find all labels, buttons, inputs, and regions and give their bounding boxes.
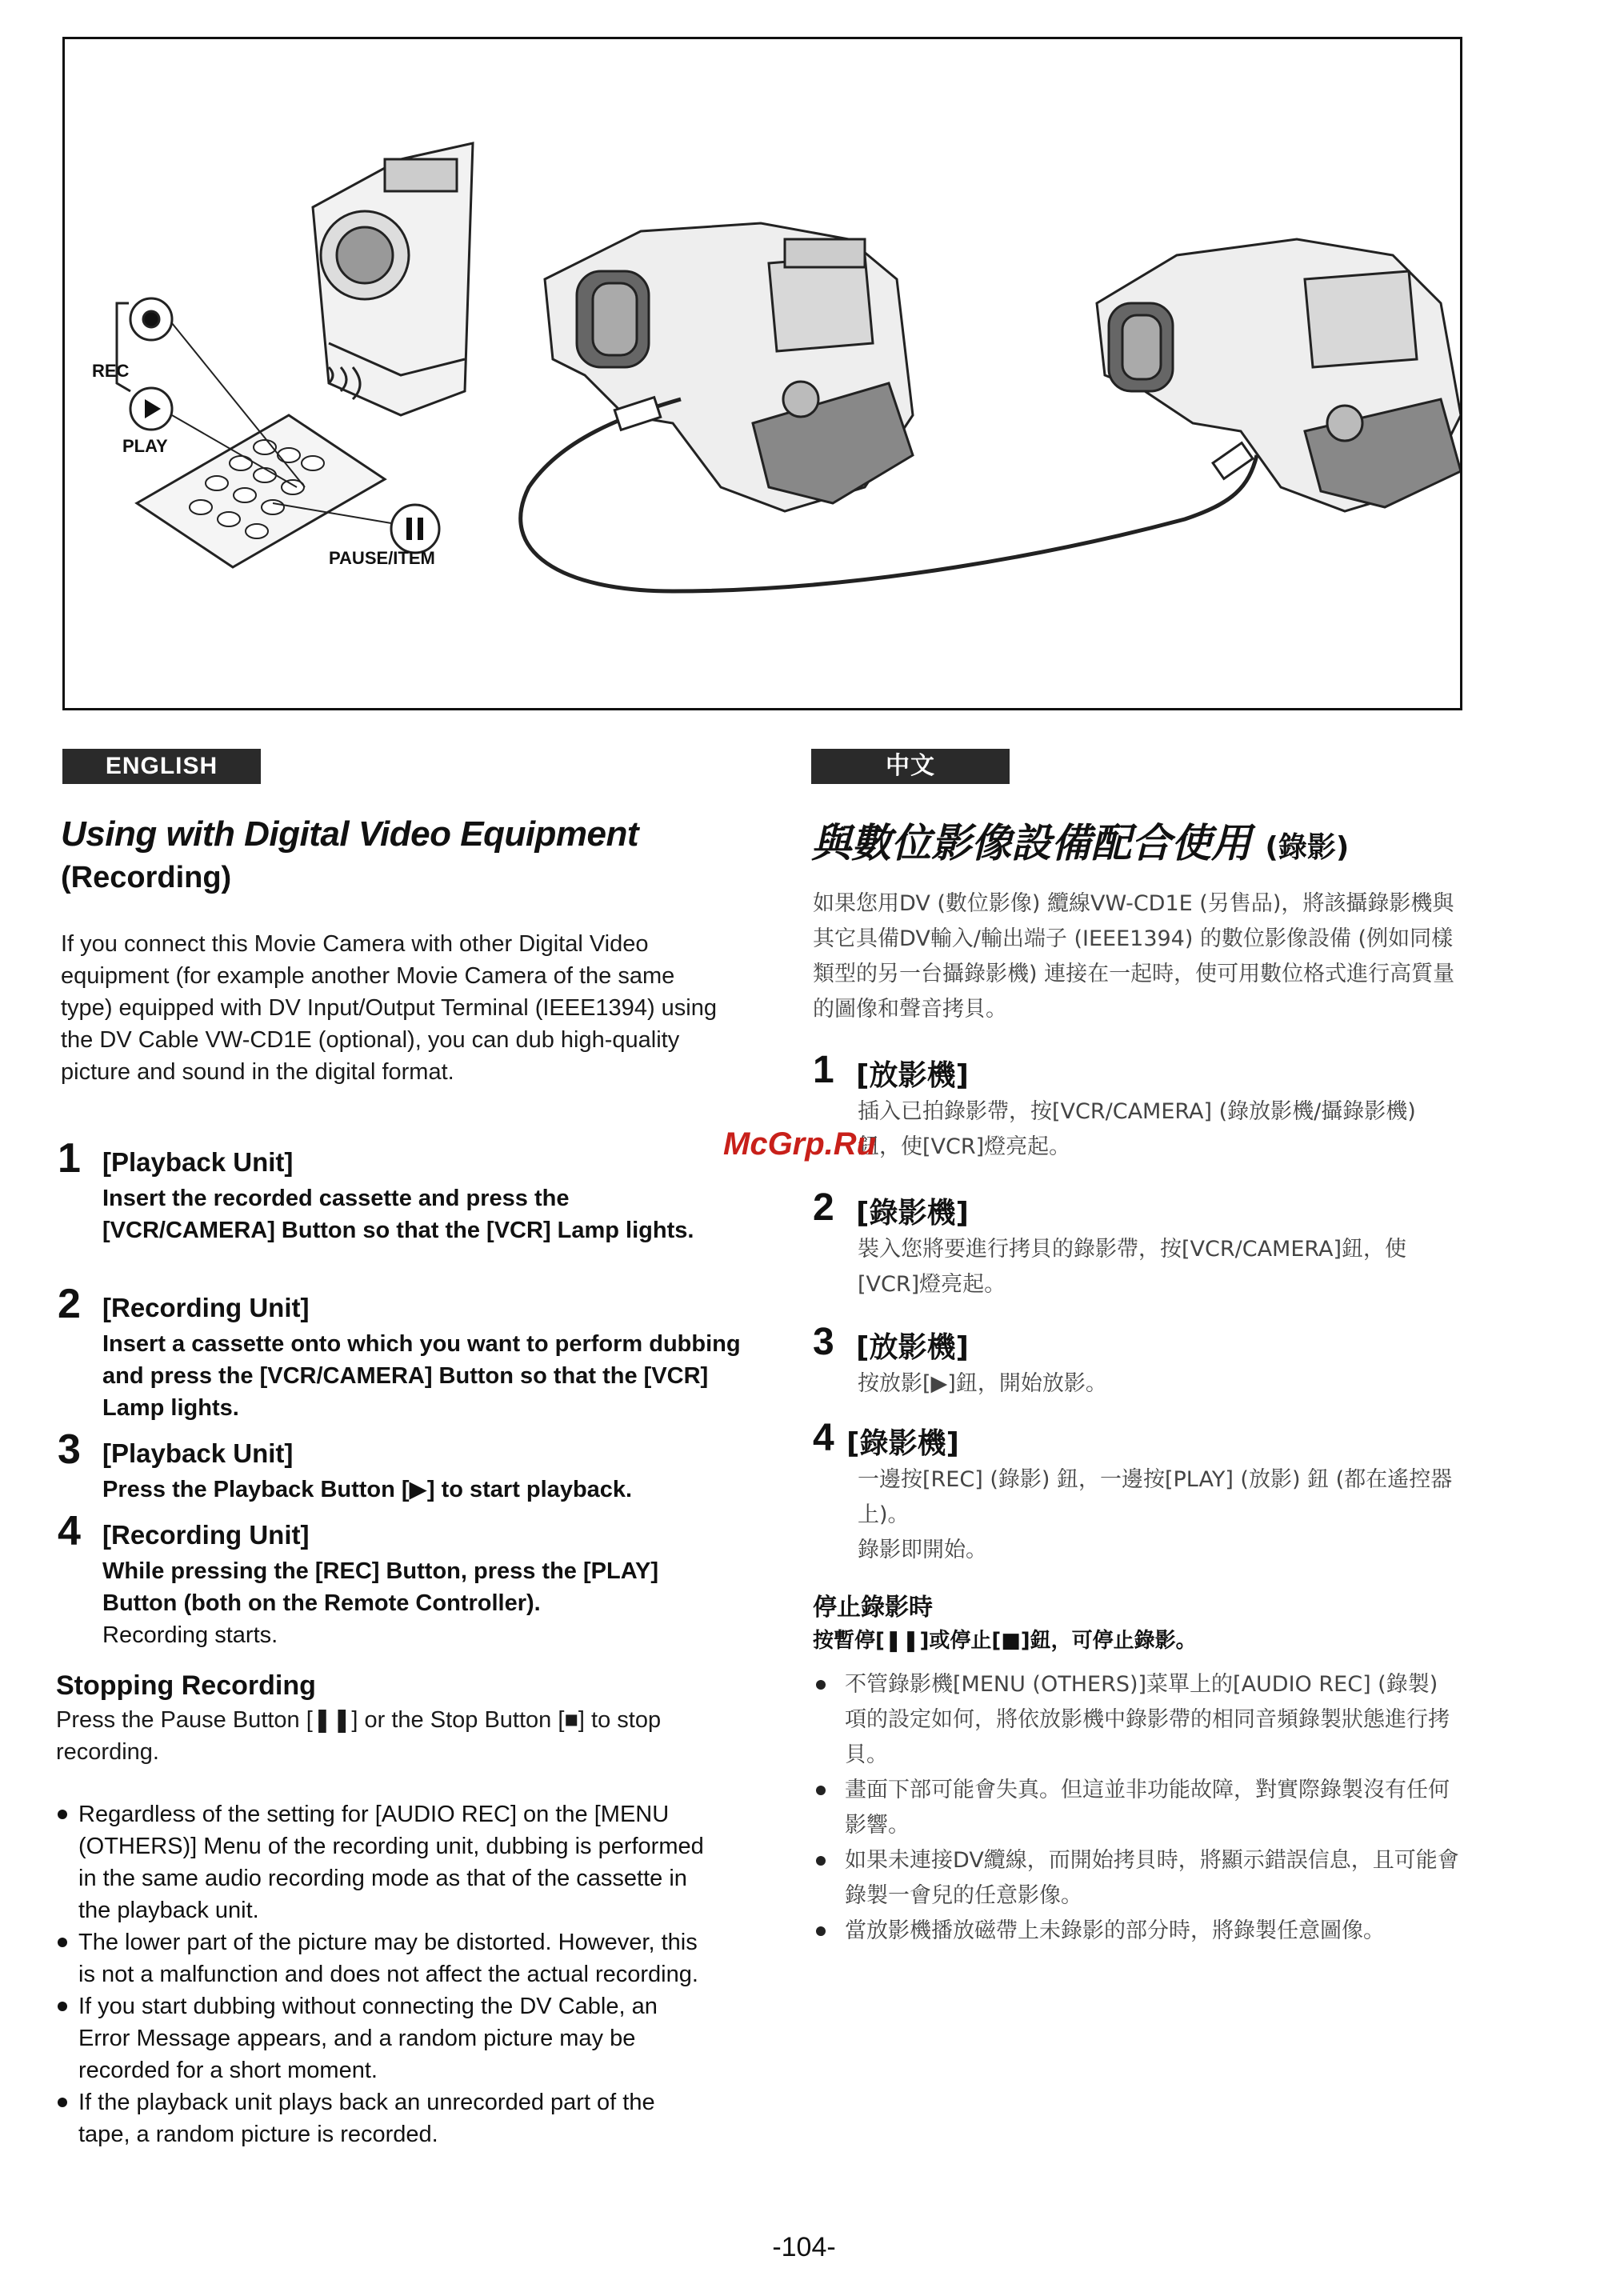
step-instruction: While pressing the [REC] Button, press the [PLAY] Button (both on the Remote Controller). <box>102 1558 658 1616</box>
pause-item-button-label: PAUSE/ITEM <box>329 548 435 568</box>
note-item: 當放影機播放磁帶上未錄影的部分時，將錄製任意圖像。 <box>808 1914 1464 1949</box>
step-instruction: 一邊按[REC] (錄影) 鈕，一邊按[PLAY] (放影) 鈕 (都在遙控器上)。 <box>858 1467 1453 1527</box>
step-heading: [錄影機] <box>856 1197 969 1230</box>
chinese-step-4 <box>813 1418 1461 1578</box>
chinese-title-main: 與數位影像設備配合使用 <box>811 820 1251 866</box>
english-notes-list <box>56 1798 712 2150</box>
page-number: -104- <box>772 2232 836 2262</box>
step-heading: [放影機] <box>856 1059 969 1092</box>
chinese-intro: 如果您用DV (數位影像) 纜線VW-CD1E (另售品)，將該攝錄影機與其它具備DV輸入/輸出端子 (IEEE1394) 的數位影像設備 (例如同樣類型的另一台攝錄影機) 連接在一起時，使可用數位格式進行高質量的圖像和聲音拷貝。 <box>813 891 1455 1022</box>
english-step-3 <box>58 1426 730 1509</box>
step-instruction: 插入已拍錄影帶，按[VCR/CAMERA] (錄放影機/攝錄影機) 鈕，使[VCR]燈亮起。 <box>858 1099 1416 1159</box>
step-heading: [Recording Unit] <box>102 1520 310 1550</box>
step-heading: [Playback Unit] <box>102 1438 294 1468</box>
note-item: If the playback unit plays back an unrecorded part of the tape, a random picture is recorded. <box>56 2086 712 2150</box>
step-heading: [Playback Unit] <box>102 1147 294 1177</box>
english-intro: If you connect this Movie Camera with other Digital Video equipment (for example another Movie Camera of the same type) equipped with DV Input/Output Terminal (IEEE1394) using the DV Cable VW-CD1E (optional), you can dub high-quality picture and sound in the digital format. <box>61 931 717 1085</box>
note-item: The lower part of the picture may be distorted. However, this is not a malfunction and does not affect the actual recording. <box>56 1926 712 1990</box>
step-instruction: Press the Playback Button [▶] to start playback. <box>102 1477 633 1502</box>
chinese-step-1 <box>813 1050 1461 1178</box>
step-heading: [錄影機] <box>846 1427 959 1460</box>
chinese-notes-list <box>808 1667 1464 1949</box>
step-heading: [Recording Unit] <box>102 1293 310 1322</box>
step-number: 3 <box>58 1426 81 1473</box>
step-result: Recording starts. <box>102 1622 278 1648</box>
chinese-stopping-heading: 停止錄影時 <box>813 1594 933 1622</box>
chinese-step-2 <box>813 1187 1461 1315</box>
dubbing-connection-illustration <box>65 39 1460 708</box>
illustration-frame <box>62 37 1462 710</box>
step-number: 4 <box>58 1508 81 1554</box>
step-number: 1 <box>58 1135 81 1182</box>
chinese-title-suffix: (錄影) <box>1265 831 1350 864</box>
step-number: 1 <box>813 1049 834 1091</box>
english-step-2 <box>58 1281 741 1427</box>
step-number: 4 <box>813 1417 834 1459</box>
step-instruction: Insert the recorded cassette and press the [VCR/CAMERA] Button so that the [VCR] Lamp lights. <box>102 1186 694 1243</box>
english-title: Using with Digital Video Equipment <box>61 814 639 854</box>
camcorder-playback-unit <box>545 223 913 511</box>
rec-button-label: REC <box>92 361 130 381</box>
step-number: 3 <box>813 1321 834 1363</box>
step-result: 錄影即開始。 <box>858 1538 987 1562</box>
step-instruction: 按放影[▶]鈕，開始放影。 <box>858 1371 1107 1396</box>
note-item: 畫面下部可能會失真。但這並非功能故障，對實際錄製沒有任何影響。 <box>808 1773 1464 1843</box>
chinese-section-tag: 中文 <box>811 749 1010 784</box>
note-item: 如果未連接DV纜線，而開始拷貝時，將顯示錯誤信息，且可能會錄製一會兒的任意影像。 <box>808 1843 1464 1914</box>
remote-controller <box>137 415 385 567</box>
english-step-1 <box>58 1135 730 1282</box>
stopping-recording-text: Press the Pause Button [❚❚] or the Stop Button [■] to stop recording. <box>56 1707 662 1765</box>
camcorder-recording-unit <box>1097 239 1460 511</box>
chinese-stopping-text: 按暫停[❚❚]或停止[■]鈕，可停止錄影。 <box>813 1629 1197 1653</box>
note-item: If you start dubbing without connecting the DV Cable, an Error Message appears, and a random picture may be recorded for a short moment. <box>56 1990 712 2086</box>
step-heading: [放影機] <box>856 1331 969 1364</box>
chinese-step-3 <box>813 1322 1461 1410</box>
step-number: 2 <box>813 1186 834 1229</box>
play-button-label: PLAY <box>122 436 168 456</box>
step-number: 2 <box>58 1281 81 1327</box>
english-step-4 <box>58 1510 730 1654</box>
step-instruction: 裝入您將要進行拷貝的錄影帶，按[VCR/CAMERA]鈕，使[VCR]燈亮起。 <box>858 1237 1407 1297</box>
camcorder-left-partial <box>313 143 473 415</box>
chinese-title <box>811 811 1349 869</box>
watermark: McGrp.Ru <box>723 1126 877 1162</box>
english-subtitle: (Recording) <box>61 861 232 894</box>
note-item: Regardless of the setting for [AUDIO REC] on the [MENU (OTHERS)] Menu of the recording unit, dubbing is performed in the same audio recording mode as that of the cassette in the playback unit. <box>56 1798 712 1926</box>
stopping-recording-heading: Stopping Recording <box>56 1670 316 1701</box>
english-section-tag: ENGLISH <box>62 749 261 784</box>
step-instruction: Insert a cassette onto which you want to perform dubbing and press the [VCR/CAMERA] Button so that the [VCR] Lamp lights. <box>102 1331 741 1421</box>
note-item: 不管錄影機[MENU (OTHERS)]菜單上的[AUDIO REC] (錄製) 項的設定如何，將依放影機中錄影帶的相同音頻錄製狀態進行拷貝。 <box>808 1667 1464 1773</box>
